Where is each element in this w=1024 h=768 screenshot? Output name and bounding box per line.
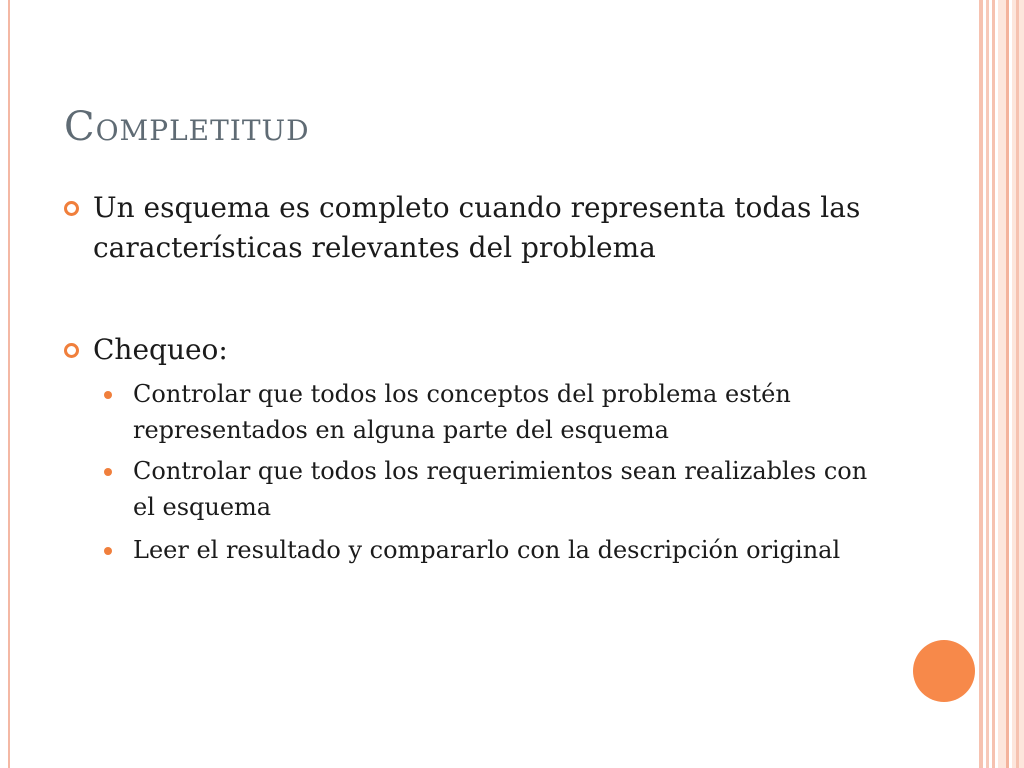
ring-bullet-icon xyxy=(64,343,79,358)
sub-bullet-item xyxy=(104,532,884,568)
bullet-item xyxy=(64,188,904,268)
left-border-line xyxy=(8,0,10,768)
slide-title: Completitud xyxy=(64,104,310,150)
right-stripe xyxy=(979,0,983,768)
right-stripe xyxy=(998,0,1006,768)
sub-bullet-text: Leer el resultado y compararlo con la descripción original xyxy=(133,536,841,564)
sub-bullet-text: Controlar que todos los conceptos del problema estén representados en alguna parte del esquema xyxy=(133,380,791,444)
bullet-item xyxy=(64,330,904,370)
right-stripe xyxy=(1016,0,1019,768)
bullet-text: Un esquema es completo cuando representa todas las características relevantes del problema xyxy=(93,191,861,264)
sub-bullet-item xyxy=(104,376,884,448)
ring-bullet-icon xyxy=(64,201,79,216)
dot-bullet-icon xyxy=(104,391,112,399)
dot-bullet-icon xyxy=(104,547,112,555)
bullet-text: Chequeo: xyxy=(93,333,228,366)
sub-bullet-text: Controlar que todos los requerimientos sean realizables con el esquema xyxy=(133,457,868,521)
orange-circle-decoration xyxy=(913,640,975,702)
sub-bullet-item xyxy=(104,453,884,525)
right-stripe xyxy=(1006,0,1009,768)
right-stripe xyxy=(986,0,989,768)
right-stripe xyxy=(992,0,995,768)
dot-bullet-icon xyxy=(104,468,112,476)
